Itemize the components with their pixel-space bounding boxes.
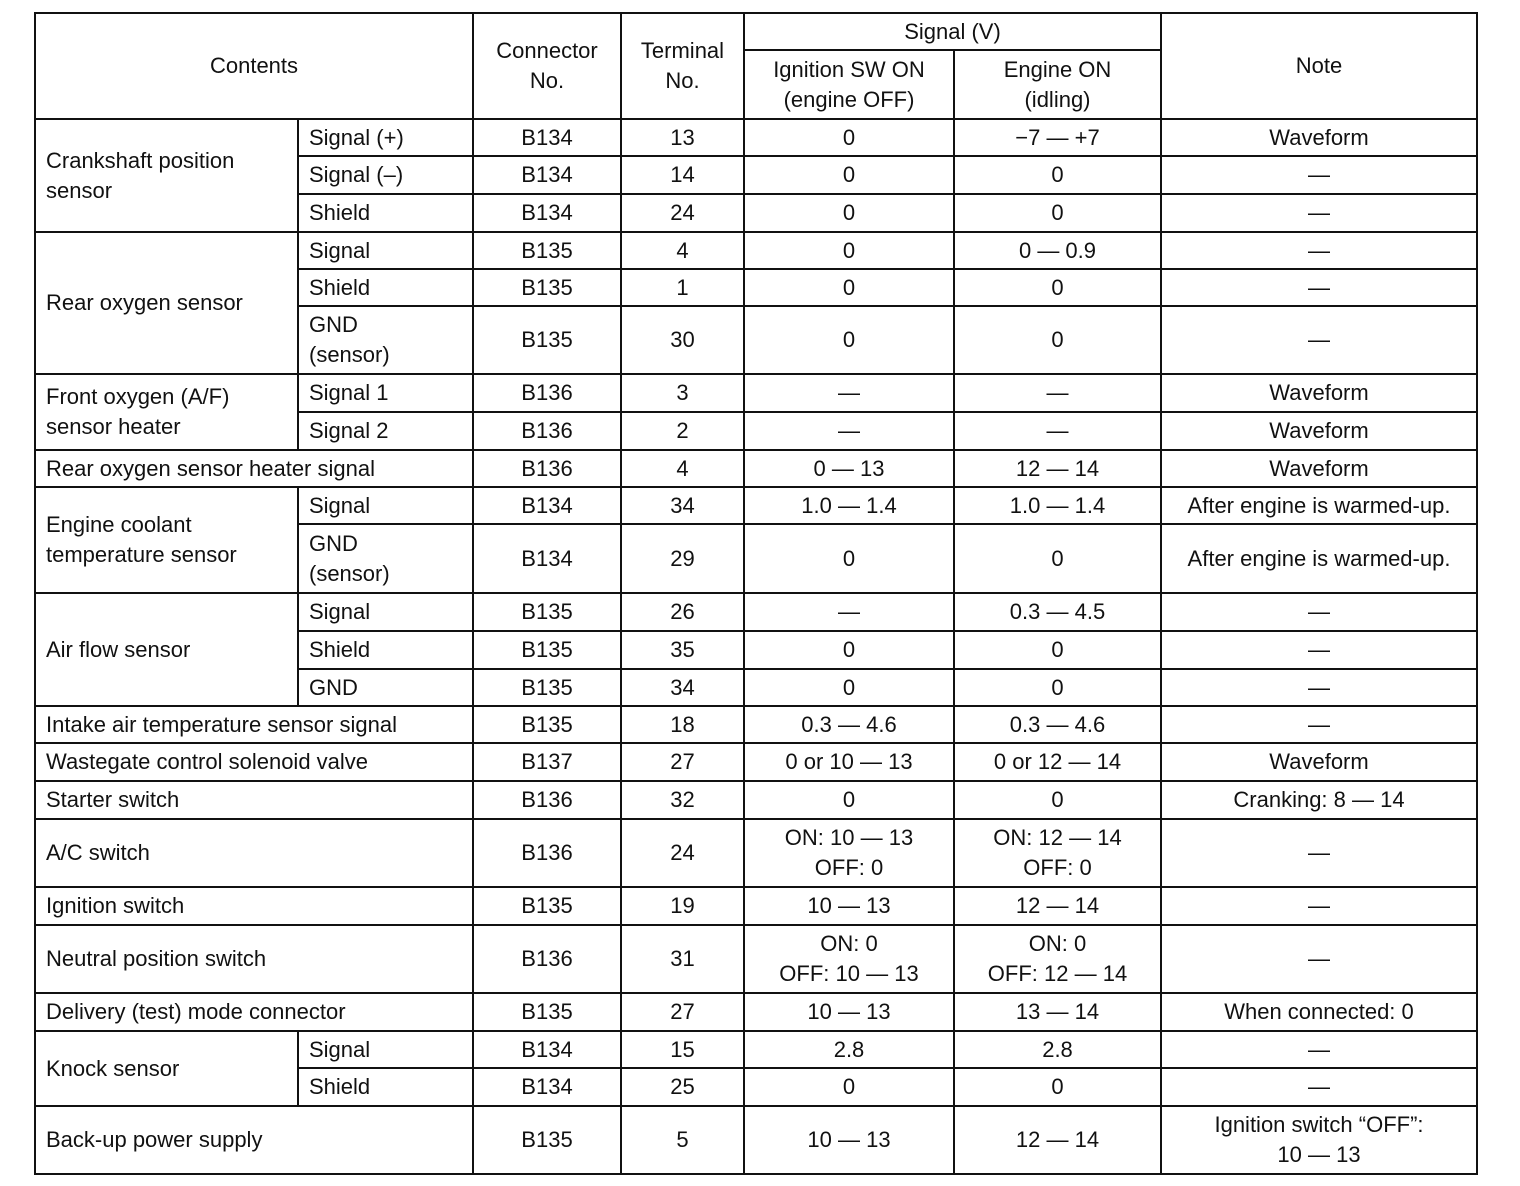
table-row [35, 781, 1477, 819]
note-cell: — [1161, 232, 1477, 269]
engine-value: 0 or 12 — 14 [954, 743, 1161, 781]
note-cell: — [1161, 887, 1477, 925]
terminal-cell: 24 [621, 194, 744, 232]
ignition-value: 0 [744, 269, 954, 306]
connector-cell: B134 [473, 1068, 621, 1106]
table-row [35, 819, 1477, 887]
sub-item: Signal (–) [298, 156, 473, 194]
terminal-cell: 34 [621, 487, 744, 524]
table-row [35, 706, 1477, 743]
engine-value: 0.3 — 4.6 [954, 706, 1161, 743]
sub-item: Signal [298, 232, 473, 269]
terminal-cell: 4 [621, 232, 744, 269]
ignition-value: 0 or 10 — 13 [744, 743, 954, 781]
sub-item: Shield [298, 269, 473, 306]
note-cell: Waveform [1161, 412, 1477, 450]
engine-value: 12 — 14 [954, 1106, 1161, 1174]
header-note: Note [1161, 13, 1477, 119]
item-rear-oxygen-sensor-heater-signal: Rear oxygen sensor heater signal [35, 450, 473, 487]
item-rear-oxygen-sensor: Rear oxygen sensor [35, 232, 298, 374]
table-row [35, 119, 1477, 156]
terminal-cell: 13 [621, 119, 744, 156]
ignition-value: 1.0 — 1.4 [744, 487, 954, 524]
note-cell: When connected: 0 [1161, 993, 1477, 1031]
ignition-value: ON: 10 — 13 OFF: 0 [744, 819, 954, 887]
terminal-cell: 14 [621, 156, 744, 194]
sub-item: Signal [298, 1031, 473, 1068]
sub-item: Shield [298, 631, 473, 669]
terminal-cell: 3 [621, 374, 744, 412]
connector-cell: B136 [473, 819, 621, 887]
header-signal: Signal (V) [744, 13, 1161, 50]
ignition-value: 0 [744, 781, 954, 819]
terminal-cell: 1 [621, 269, 744, 306]
connector-cell: B134 [473, 194, 621, 232]
terminal-cell: 19 [621, 887, 744, 925]
header-contents: Contents [35, 13, 473, 119]
header-row-1 [35, 13, 1477, 50]
header-connector: Connector No. [473, 13, 621, 119]
engine-value: 0 [954, 669, 1161, 706]
terminal-cell: 2 [621, 412, 744, 450]
ignition-value: 0 [744, 232, 954, 269]
ignition-value: ON: 0 OFF: 10 — 13 [744, 925, 954, 993]
ignition-value: 0 [744, 156, 954, 194]
note-cell: — [1161, 194, 1477, 232]
terminal-cell: 4 [621, 450, 744, 487]
note-cell: Ignition switch “OFF”: 10 — 13 [1161, 1106, 1477, 1174]
signal-spec-table [34, 12, 1478, 1175]
item-front-oxygen-sensor-heater: Front oxygen (A/F) sensor heater [35, 374, 298, 450]
note-cell: Waveform [1161, 743, 1477, 781]
engine-value: 0 [954, 1068, 1161, 1106]
terminal-cell: 32 [621, 781, 744, 819]
connector-cell: B137 [473, 743, 621, 781]
terminal-cell: 18 [621, 706, 744, 743]
connector-cell: B134 [473, 156, 621, 194]
header-engine-on: Engine ON (idling) [954, 50, 1161, 119]
terminal-cell: 26 [621, 593, 744, 631]
item-crankshaft-position-sensor: Crankshaft position sensor [35, 119, 298, 232]
connector-cell: B134 [473, 119, 621, 156]
note-cell: Waveform [1161, 450, 1477, 487]
ignition-value: 0 [744, 669, 954, 706]
sub-item: Signal [298, 487, 473, 524]
engine-value: 0 [954, 781, 1161, 819]
note-cell: After engine is warmed-up. [1161, 487, 1477, 524]
connector-cell: B136 [473, 412, 621, 450]
engine-value: 13 — 14 [954, 993, 1161, 1031]
connector-cell: B135 [473, 669, 621, 706]
note-cell: — [1161, 706, 1477, 743]
engine-value: 12 — 14 [954, 450, 1161, 487]
table-row [35, 1106, 1477, 1174]
engine-value: 0 [954, 156, 1161, 194]
ignition-value: 0 [744, 631, 954, 669]
ignition-value: 0.3 — 4.6 [744, 706, 954, 743]
terminal-cell: 5 [621, 1106, 744, 1174]
ignition-value: 0 — 13 [744, 450, 954, 487]
engine-value: 0 [954, 631, 1161, 669]
sub-item: Shield [298, 1068, 473, 1106]
connector-cell: B134 [473, 1031, 621, 1068]
engine-value: ON: 12 — 14 OFF: 0 [954, 819, 1161, 887]
connector-cell: B135 [473, 993, 621, 1031]
note-cell: Cranking: 8 — 14 [1161, 781, 1477, 819]
ignition-value: 10 — 13 [744, 1106, 954, 1174]
note-cell: Waveform [1161, 119, 1477, 156]
note-cell: Waveform [1161, 374, 1477, 412]
item-backup-power-supply: Back-up power supply [35, 1106, 473, 1174]
item-neutral-position-switch: Neutral position switch [35, 925, 473, 993]
sub-item: GND (sensor) [298, 524, 473, 593]
engine-value: ON: 0 OFF: 12 — 14 [954, 925, 1161, 993]
engine-value: 0 [954, 524, 1161, 593]
note-cell: — [1161, 593, 1477, 631]
item-delivery-mode-connector: Delivery (test) mode connector [35, 993, 473, 1031]
note-cell: — [1161, 269, 1477, 306]
connector-cell: B136 [473, 781, 621, 819]
table-row [35, 232, 1477, 269]
terminal-cell: 34 [621, 669, 744, 706]
item-ac-switch: A/C switch [35, 819, 473, 887]
engine-value: — [954, 374, 1161, 412]
ignition-value: 0 [744, 1068, 954, 1106]
connector-cell: B135 [473, 706, 621, 743]
connector-cell: B134 [473, 487, 621, 524]
header-terminal: Terminal No. [621, 13, 744, 119]
connector-cell: B135 [473, 1106, 621, 1174]
table-row [35, 1031, 1477, 1068]
engine-value: 12 — 14 [954, 887, 1161, 925]
note-cell: — [1161, 1068, 1477, 1106]
note-cell: — [1161, 306, 1477, 374]
engine-value: 0 [954, 269, 1161, 306]
table-row [35, 450, 1477, 487]
connector-cell: B136 [473, 374, 621, 412]
engine-value: 0 [954, 194, 1161, 232]
ignition-value: 10 — 13 [744, 993, 954, 1031]
note-cell: — [1161, 1031, 1477, 1068]
terminal-cell: 31 [621, 925, 744, 993]
sub-item: Signal 2 [298, 412, 473, 450]
item-intake-air-temperature-sensor-signal: Intake air temperature sensor signal [35, 706, 473, 743]
item-engine-coolant-temperature-sensor: Engine coolant temperature sensor [35, 487, 298, 593]
engine-value: 0 [954, 306, 1161, 374]
engine-value: 1.0 — 1.4 [954, 487, 1161, 524]
note-cell: — [1161, 631, 1477, 669]
engine-value: 2.8 [954, 1031, 1161, 1068]
sub-item: Signal 1 [298, 374, 473, 412]
terminal-cell: 27 [621, 743, 744, 781]
table-row [35, 374, 1477, 412]
connector-cell: B136 [473, 925, 621, 993]
table-row [35, 487, 1477, 524]
connector-cell: B135 [473, 269, 621, 306]
note-cell: — [1161, 819, 1477, 887]
ignition-value: 0 [744, 306, 954, 374]
ignition-value: — [744, 412, 954, 450]
connector-cell: B136 [473, 450, 621, 487]
item-starter-switch: Starter switch [35, 781, 473, 819]
connector-cell: B135 [473, 306, 621, 374]
item-ignition-switch: Ignition switch [35, 887, 473, 925]
table-row [35, 925, 1477, 993]
terminal-cell: 15 [621, 1031, 744, 1068]
terminal-cell: 24 [621, 819, 744, 887]
ignition-value: 2.8 [744, 1031, 954, 1068]
terminal-cell: 25 [621, 1068, 744, 1106]
terminal-cell: 27 [621, 993, 744, 1031]
note-cell: — [1161, 925, 1477, 993]
terminal-cell: 29 [621, 524, 744, 593]
ignition-value: 0 [744, 524, 954, 593]
terminal-cell: 35 [621, 631, 744, 669]
ignition-value: 0 [744, 119, 954, 156]
note-cell: — [1161, 669, 1477, 706]
connector-cell: B135 [473, 593, 621, 631]
sub-item: Shield [298, 194, 473, 232]
sub-item: GND [298, 669, 473, 706]
sub-item: Signal [298, 593, 473, 631]
note-cell: — [1161, 156, 1477, 194]
terminal-cell: 30 [621, 306, 744, 374]
ignition-value: 0 [744, 194, 954, 232]
ignition-value: 10 — 13 [744, 887, 954, 925]
connector-cell: B135 [473, 631, 621, 669]
item-air-flow-sensor: Air flow sensor [35, 593, 298, 706]
connector-cell: B134 [473, 524, 621, 593]
sub-item: GND (sensor) [298, 306, 473, 374]
table-row [35, 743, 1477, 781]
table-row [35, 993, 1477, 1031]
engine-value: 0.3 — 4.5 [954, 593, 1161, 631]
ignition-value: — [744, 593, 954, 631]
engine-value: — [954, 412, 1161, 450]
item-wastegate-control-solenoid-valve: Wastegate control solenoid valve [35, 743, 473, 781]
note-cell: After engine is warmed-up. [1161, 524, 1477, 593]
connector-cell: B135 [473, 887, 621, 925]
ignition-value: — [744, 374, 954, 412]
engine-value: −7 — +7 [954, 119, 1161, 156]
table-row [35, 593, 1477, 631]
sub-item: Signal (+) [298, 119, 473, 156]
connector-cell: B135 [473, 232, 621, 269]
item-knock-sensor: Knock sensor [35, 1031, 298, 1106]
table-row [35, 887, 1477, 925]
header-ignition-on: Ignition SW ON (engine OFF) [744, 50, 954, 119]
engine-value: 0 — 0.9 [954, 232, 1161, 269]
